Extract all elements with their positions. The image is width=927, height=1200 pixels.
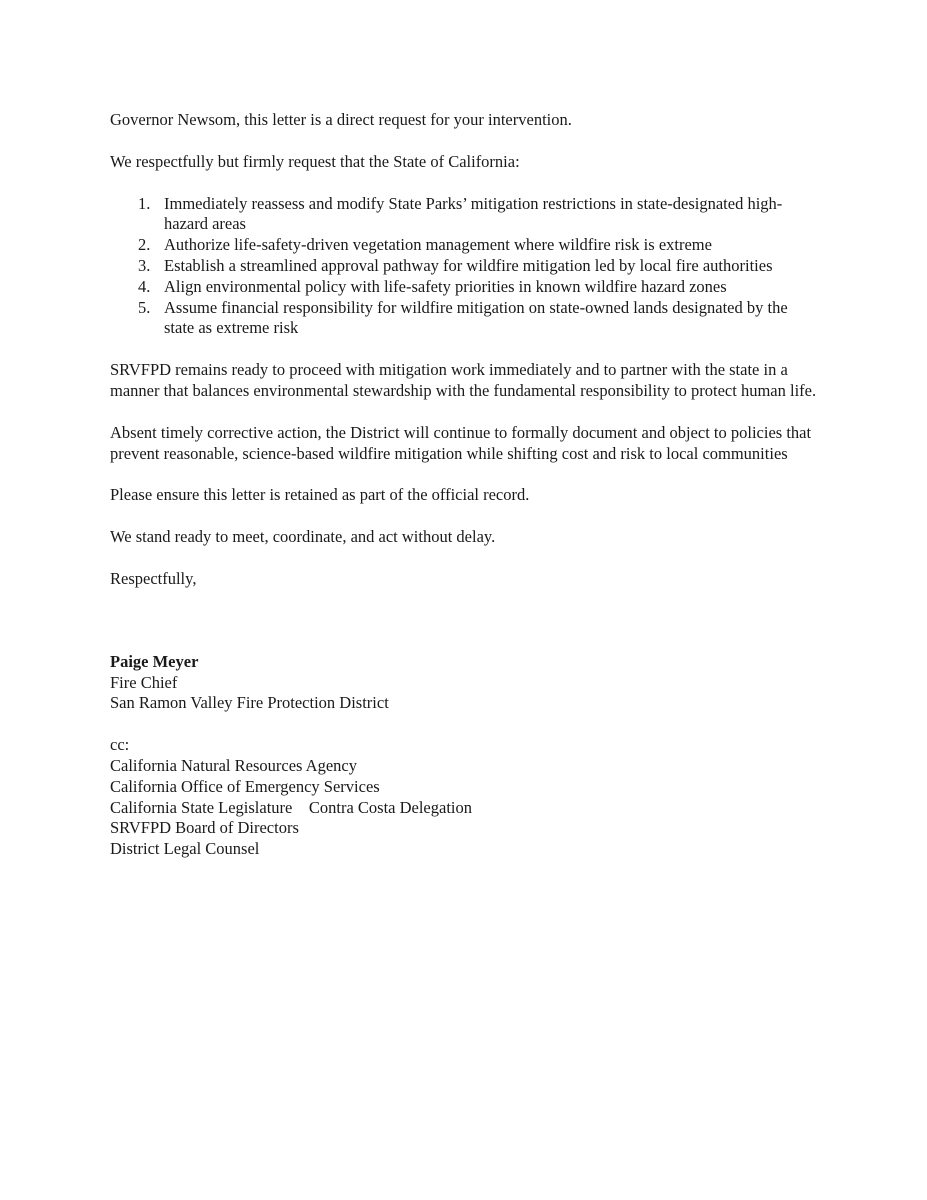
cc-recipient: California State Legislature Contra Costa Delegation xyxy=(110,797,472,817)
list-item-number: 3. xyxy=(138,255,151,275)
list-item xyxy=(110,298,822,340)
record-paragraph: Please ensure this letter is retained as part of the official record. xyxy=(110,485,530,505)
cc-recipient: California Natural Resources Agency xyxy=(110,755,357,775)
cc-label: cc: xyxy=(110,735,130,755)
cc-recipient: California Office of Emergency Services xyxy=(110,776,380,796)
request-lead-paragraph: We respectfully but firmly request that the State of California: xyxy=(110,151,520,171)
letter-body xyxy=(110,110,822,860)
closing-salutation: Respectfully, xyxy=(110,568,197,588)
cc-recipient: District Legal Counsel xyxy=(110,839,260,859)
ready-paragraph: SRVFPD remains ready to proceed with mitigation work immediately and to partner with the state in a manner that balances environmental stewardship with the fundamental responsibility to protect human life. xyxy=(110,360,817,400)
list-item-number: 1. xyxy=(138,193,151,213)
signatory-title: Fire Chief xyxy=(110,672,178,692)
list-item-text: Assume financial responsibility for wildfire mitigation on state-owned lands designated by the state as extreme risk xyxy=(164,297,788,338)
cc-recipient: SRVFPD Board of Directors xyxy=(110,818,299,838)
list-item xyxy=(110,277,822,298)
list-item-number: 5. xyxy=(138,297,151,317)
list-item-text: Establish a streamlined approval pathway for wildfire mitigation led by local fire authorities xyxy=(164,255,773,275)
cc-list xyxy=(110,735,822,860)
absent-action-paragraph: Absent timely corrective action, the District will continue to formally document and object to policies that prevent reasonable, science-based wildfire mitigation while shifting cost and risk to local communities xyxy=(110,422,812,463)
list-item-number: 4. xyxy=(138,276,151,296)
stand-ready-paragraph: We stand ready to meet, coordinate, and act without delay. xyxy=(110,527,496,547)
list-item-text: Authorize life-safety-driven vegetation management where wildfire risk is extreme xyxy=(164,235,712,255)
list-item xyxy=(110,256,822,277)
list-item xyxy=(110,235,822,256)
signatory-organization: San Ramon Valley Fire Protection District xyxy=(110,693,389,713)
request-list xyxy=(110,194,822,340)
list-item-text: Immediately reassess and modify State Parks’ mitigation restrictions in state-designated high-hazard areas xyxy=(164,193,783,234)
signatory-name: Paige Meyer xyxy=(110,651,199,671)
list-item-number: 2. xyxy=(138,235,151,255)
list-item-text: Align environmental policy with life-safety priorities in known wildfire hazard zones xyxy=(164,276,727,296)
intro-paragraph: Governor Newsom, this letter is a direct request for your intervention. xyxy=(110,110,572,129)
list-item xyxy=(110,194,822,236)
signature-block xyxy=(110,652,822,714)
